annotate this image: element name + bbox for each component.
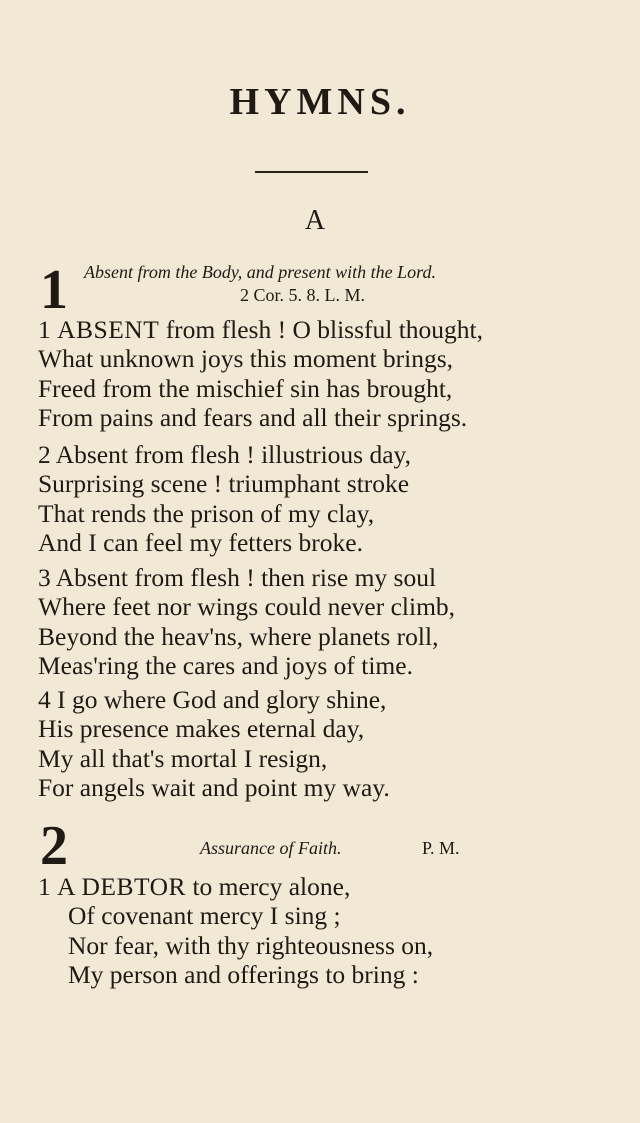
verse-line [38, 872, 433, 901]
verse-line: From pains and fears and all their springs. [38, 402, 468, 432]
verse [38, 440, 411, 557]
verse-line: My person and offerings to bring : [68, 959, 419, 989]
hymn-reference: 2 Cor. 5. 8. L. M. [240, 285, 366, 305]
hymn-title: Assurance of Faith. [200, 838, 342, 858]
verse-line: Surprising scene ! triumphant stroke [38, 469, 410, 499]
verse-line: That rends the prison of my clay, [38, 498, 375, 528]
verse [38, 872, 433, 989]
hymn-reference: P. M. [422, 838, 460, 858]
verse-line: Freed from the mischief sin has brought, [38, 373, 453, 403]
title-divider [255, 171, 368, 173]
hymn-title: Absent from the Body, and present with the Lord. [84, 262, 436, 282]
verse-line: Of covenant mercy I sing ; [68, 901, 341, 931]
verse-number: 4 [38, 685, 58, 714]
verse-first-line-rest: go where God and glory shine, [65, 685, 387, 714]
verse-number: 2 [38, 440, 56, 469]
verse-line: Where feet nor wings could never climb, [38, 592, 456, 622]
verse-first-word: Absent [55, 440, 128, 469]
verse-first-word: Absent [55, 563, 128, 592]
verse-first-line-rest: from flesh ! illustrious day, [127, 440, 412, 469]
verse-first-line-rest: to mercy alone, [186, 872, 351, 901]
verse-line: Nor fear, with thy righteousness on, [68, 930, 434, 960]
verse-number: 1 [38, 315, 58, 344]
verse-first-word: I [57, 685, 66, 714]
verse-line: My all that's mortal I resign, [38, 743, 328, 773]
verse-line [38, 315, 483, 344]
verse-line [38, 440, 411, 469]
hymn-number: 2 [40, 815, 68, 877]
verse-number: 1 [38, 872, 58, 901]
verse-line [38, 685, 390, 714]
verse-line [38, 563, 455, 592]
verse-line: What unknown joys this moment brings, [38, 344, 454, 374]
hymn-number: 1 [40, 259, 68, 321]
verse-first-line-rest: from flesh ! then rise my soul [127, 563, 437, 592]
verse [38, 563, 455, 680]
verse-number: 3 [38, 563, 56, 592]
verse [38, 685, 390, 802]
verse-line: His presence makes eternal day, [38, 714, 365, 744]
verse-first-line-rest: from flesh ! O blissful thought, [159, 315, 483, 344]
section-letter: A [304, 205, 326, 236]
page-title: HYMNS. [229, 81, 411, 123]
verse-first-word: ABSENT [57, 315, 160, 344]
verse [38, 315, 483, 432]
verse-line: Meas'ring the cares and joys of time. [38, 650, 413, 680]
verse-line: For angels wait and point my way. [38, 772, 390, 802]
verse-line: And I can feel my fetters broke. [38, 527, 363, 557]
verse-first-word: A DEBTOR [57, 872, 187, 901]
verse-line: Beyond the heav'ns, where planets roll, [38, 621, 439, 651]
